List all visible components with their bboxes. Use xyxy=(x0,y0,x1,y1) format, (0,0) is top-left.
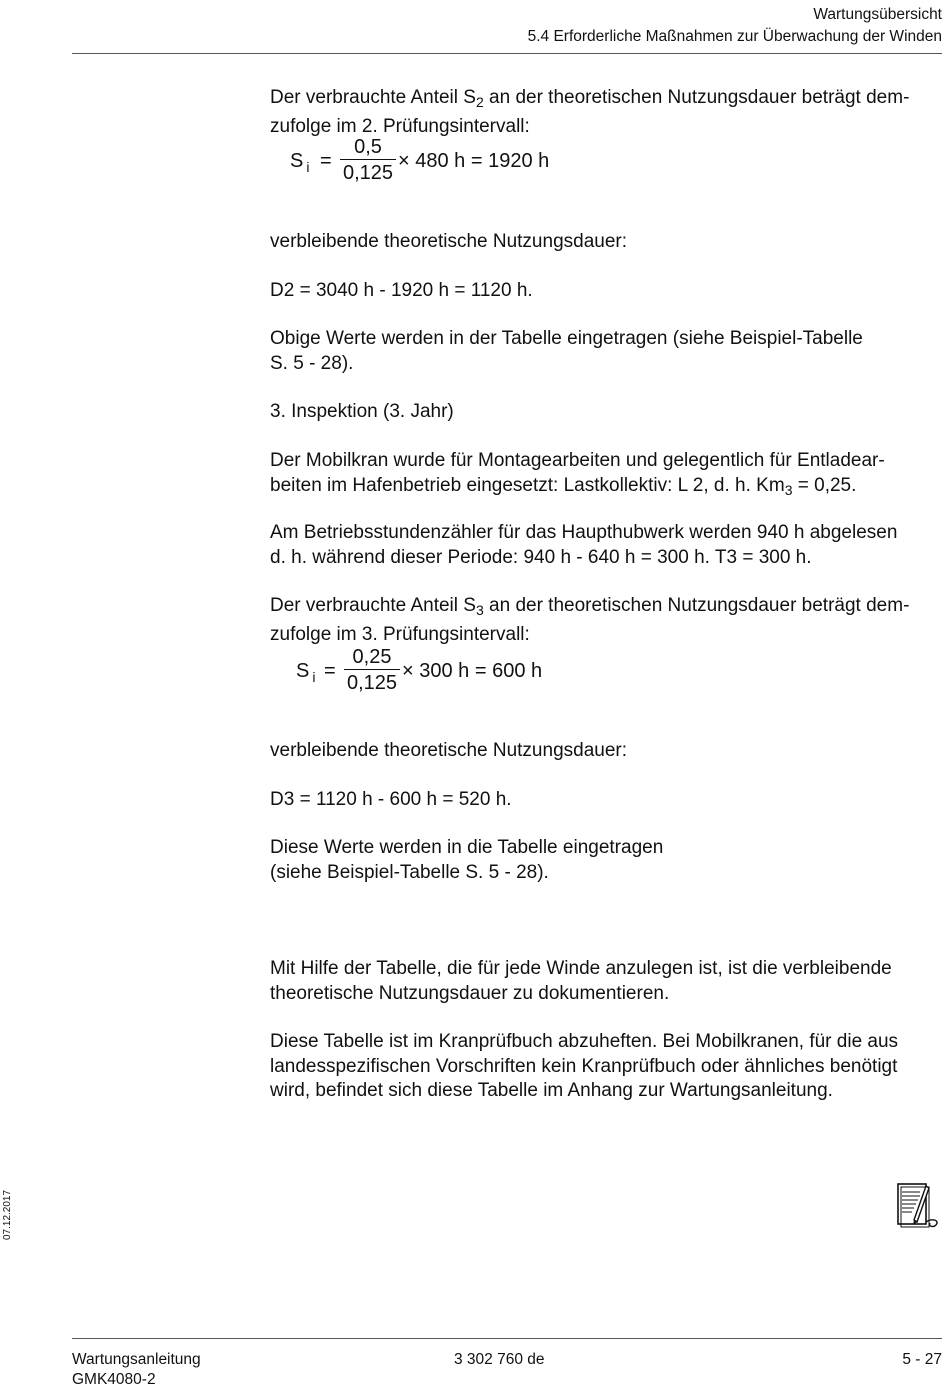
text: wird, befindet sich diese Tabelle im Anhang zur Wartungsanleitung. xyxy=(270,1080,833,1101)
text: theoretische Nutzungsdauer zu dokumentieren. xyxy=(270,982,670,1004)
formula-rhs: × 300 h = 600 h xyxy=(402,660,543,682)
equals-sign: = xyxy=(320,150,332,172)
formula-rhs: × 480 h = 1920 h xyxy=(398,150,550,172)
formula-interval-2 xyxy=(290,136,610,192)
side-date: 07.12.2017 xyxy=(2,1189,13,1240)
footer-doc-number: 3 302 760 de xyxy=(454,1351,545,1368)
paragraph-table-note-2 xyxy=(270,836,942,885)
text: (siehe Beispiel-Tabelle S. 5 - 28). xyxy=(270,861,549,883)
text: Am Betriebsstundenzähler für das Haupthubwerk werden 940 h abgelesen xyxy=(270,522,898,543)
symbol: S xyxy=(296,660,310,682)
subscript: 3 xyxy=(784,481,793,498)
footer-doc-type: Wartungsanleitung xyxy=(72,1351,201,1368)
fraction xyxy=(344,646,400,694)
equals-sign: = xyxy=(324,660,336,682)
denominator: 0,125 xyxy=(346,672,398,694)
paragraph-remaining-label-2: verbleibende theoretische Nutzungsdauer: xyxy=(270,231,628,252)
paragraph-remaining-label-3: verbleibende theoretische Nutzungsdauer: xyxy=(270,740,628,761)
paragraph-load-spectrum xyxy=(270,449,942,502)
text: Der verbrauchte Anteil S xyxy=(270,87,476,108)
text: Mit Hilfe der Tabelle, die für jede Winde anzulegen ist, ist die verbleibende xyxy=(270,958,892,979)
text: zufolge im 3. Prüfungsintervall: xyxy=(270,623,530,645)
paragraph-table-note-1 xyxy=(270,327,942,376)
text: = 0,25. xyxy=(792,474,857,496)
subscript: i xyxy=(312,669,316,685)
paragraph-crane-logbook xyxy=(270,1030,942,1104)
page-header xyxy=(528,4,942,48)
text: Der Mobilkran wurde für Montagearbeiten und gelegentlich für Entladear- xyxy=(270,450,885,471)
text: Obige Werte werden in der Tabelle eingetragen (siehe Beispiel-Tabelle xyxy=(270,328,863,349)
fraction-bar xyxy=(340,159,396,160)
paragraph-inspection-3: 3. Inspektion (3. Jahr) xyxy=(270,401,454,422)
text: beiten im Hafenbetrieb eingesetzt: Lastkollektiv: L 2, d. h. Km xyxy=(270,474,785,496)
subscript: 3 xyxy=(475,602,484,618)
formula-interval-3 xyxy=(296,646,616,702)
paragraph-consumed-share-3 xyxy=(270,594,942,647)
text: Diese Werte werden in die Tabelle eingetragen xyxy=(270,837,664,858)
text: d. h. während dieser Periode: 940 h - 640 h = 300 h. T3 = 300 h. xyxy=(270,546,812,568)
text: landesspezifischen Vorschriften kein Kranprüfbuch oder ähnliches benötigt xyxy=(270,1055,898,1077)
header-divider xyxy=(72,53,942,54)
paragraph-d3: D3 = 1120 h - 600 h = 520 h. xyxy=(270,789,512,810)
manual-document-icon xyxy=(896,1182,942,1230)
footer-page-number: 5 - 27 xyxy=(902,1351,942,1368)
paragraph-d2: D2 = 3040 h - 1920 h = 1120 h. xyxy=(270,280,533,301)
text: Diese Tabelle ist im Kranprüfbuch abzuheften. Bei Mobilkranen, für die aus xyxy=(270,1031,899,1052)
footer-left xyxy=(72,1350,201,1390)
header-subtitle: 5.4 Erforderliche Maßnahmen zur Überwachung der Winden xyxy=(527,28,942,45)
subscript: i xyxy=(306,159,310,175)
paragraph-hour-meter xyxy=(270,521,942,570)
numerator: 0,25 xyxy=(352,646,392,668)
numerator: 0,5 xyxy=(354,136,382,158)
formula-lhs xyxy=(296,660,315,685)
text: an der theoretischen Nutzungsdauer beträgt dem- xyxy=(483,87,910,108)
fraction-bar xyxy=(344,669,400,670)
text: S. 5 - 28). xyxy=(270,352,354,374)
formula-lhs xyxy=(290,150,309,175)
fraction xyxy=(340,136,396,184)
footer-model: GMK4080-2 xyxy=(72,1371,156,1388)
symbol: S xyxy=(290,150,304,172)
denominator: 0,125 xyxy=(342,162,394,184)
text: Der verbrauchte Anteil S xyxy=(270,595,476,616)
subscript: 2 xyxy=(475,94,484,110)
text: an der theoretischen Nutzungsdauer beträgt dem- xyxy=(483,595,910,616)
text: zufolge im 2. Prüfungsintervall: xyxy=(270,115,530,137)
paragraph-documentation xyxy=(270,957,942,1006)
paragraph-consumed-share-2 xyxy=(270,86,942,139)
header-title: Wartungsübersicht xyxy=(813,6,942,23)
footer-divider xyxy=(72,1338,942,1339)
